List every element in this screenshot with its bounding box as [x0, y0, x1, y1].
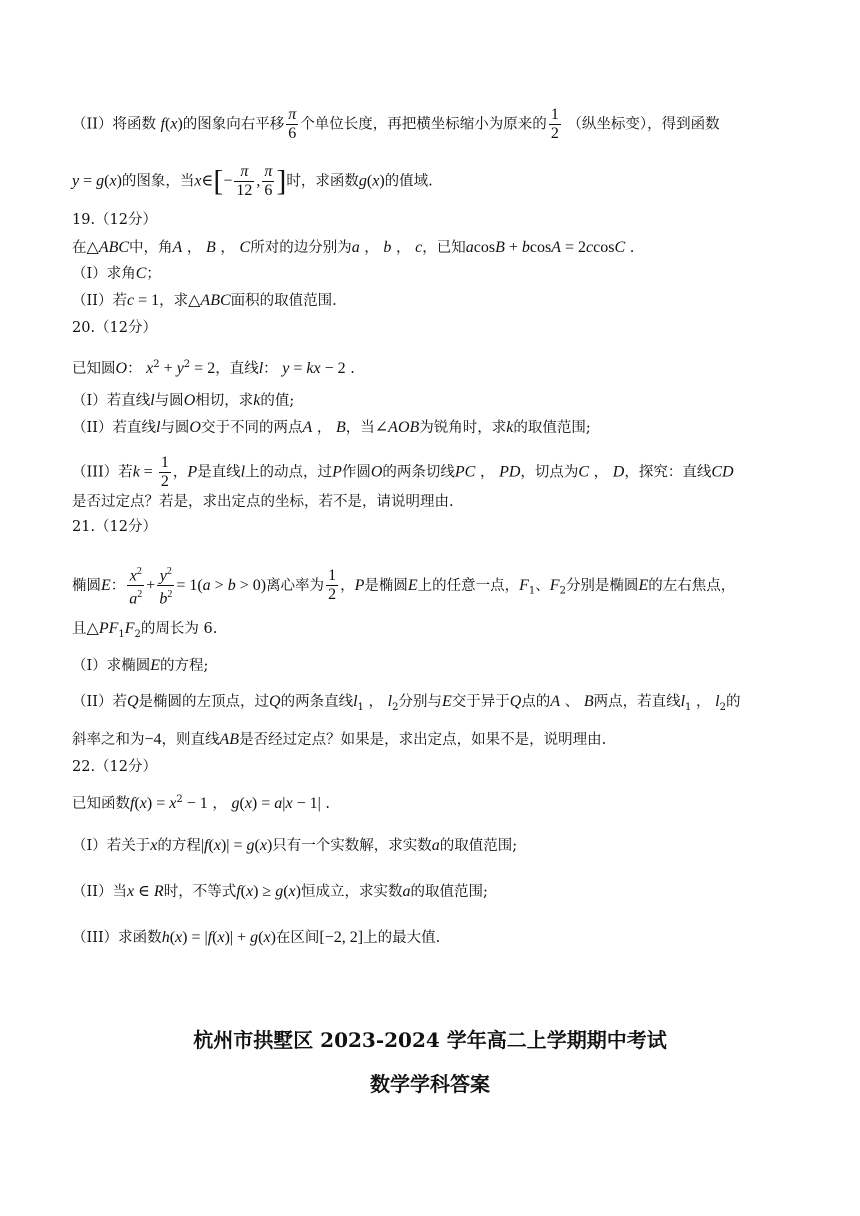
q21-stem: 椭圆E： $\frac{x^2}{a^2}$ + $\frac{y^2}{b^2}$ = 1(a > b > 0)离心率为 $\frac{1}{2}$ ，P是椭圆E上的任意一点，$F_1$、$F_2$分别是椭圆E的左右焦点， [72, 563, 735, 609]
answer-subtitle: 数学学科答案 [370, 1072, 490, 1096]
q19-part1: （I）求角C； [72, 265, 161, 282]
q22-part3: （III）求函数h(x) = |f(x)| + g(x)在区间[−2, 2]上的最大值. [72, 929, 441, 946]
q19-part2: （II）若c = 1，求△ABC面积的取值范围. [72, 292, 337, 309]
answer-title: 杭州市拱墅区 2023-2024 学年高二上学期期中考试 [193, 1028, 667, 1052]
q22-heading: 22.（12分） [72, 759, 158, 775]
q18-part2-line2: y = g(x)的图象，当x∈[− $\frac{\pi}{12}$ , $\frac{\pi}{6}$ ]时，求函数g(x)的值域. [72, 163, 433, 199]
q19-stem: 在△ABC中，角A ， B ， C所对的边分别为a ， b ， c，已知acosB + bcosA = 2ccosC . [72, 239, 635, 256]
q21-part1: （I）求椭圆E的方程; [72, 657, 209, 674]
q20-part3-line2: 是否过定点？若是，求出定点的坐标，若不是，请说明理由. [72, 494, 454, 510]
q22-stem: 已知函数$f(x) = x^2 - 1$ ， g(x) = a|x − 1| . [72, 794, 331, 812]
q19-heading: 19.（12分） [72, 212, 158, 228]
q21-stem-line2: 且$\triangle PF_1F_2$的周长为 6. [72, 620, 218, 640]
q21-part2: （II）若Q是椭圆的左顶点，过Q的两条直线$l_1$ ， $l_2$分别与E交于异于Q点的A 、 B两点，若直线$l_1$ ， $l_2$的 [72, 693, 741, 713]
q20-heading: 20.（12分） [72, 320, 158, 336]
q21-heading: 21.（12分） [72, 519, 158, 535]
q21-part2-line2: 斜率之和为−4，则直线AB是否经过定点？如果是，求出定点，如果不是，说明理由. [72, 731, 607, 748]
q22-part2: （II）当x ∈ R时，不等式f(x) ≥ g(x)恒成立，求实数a的取值范围; [72, 883, 488, 900]
q20-part3: （III）若k = $\frac{1}{2}$ ，P是直线l上的动点，过P作圆O的两条切线PC ， PD，切点为C ， D，探究：直线CD [72, 454, 734, 490]
q20-stem: 已知圆O： $x^2 + y^2 = 2$，直线l： y = kx − 2 . [72, 359, 355, 377]
q20-part2: （II）若直线l与圆O交于不同的两点A ， B，当∠AOB为锐角时，求k的取值范围; [72, 419, 591, 436]
q20-part1: （I）若直线l与圆O相切，求k的值; [72, 392, 295, 409]
q22-part1: （I）若关于x的方程|f(x)| = g(x)只有一个实数解，求实数a的取值范围; [72, 837, 518, 854]
q18-part2-line1: （II）将函数 f(x)的图象向右平移 $\frac{\pi}{6}$ 个单位长度，再把横坐标缩小为原来的 $\frac{1}{2}$ （纵坐标变），得到函数 [72, 106, 720, 142]
